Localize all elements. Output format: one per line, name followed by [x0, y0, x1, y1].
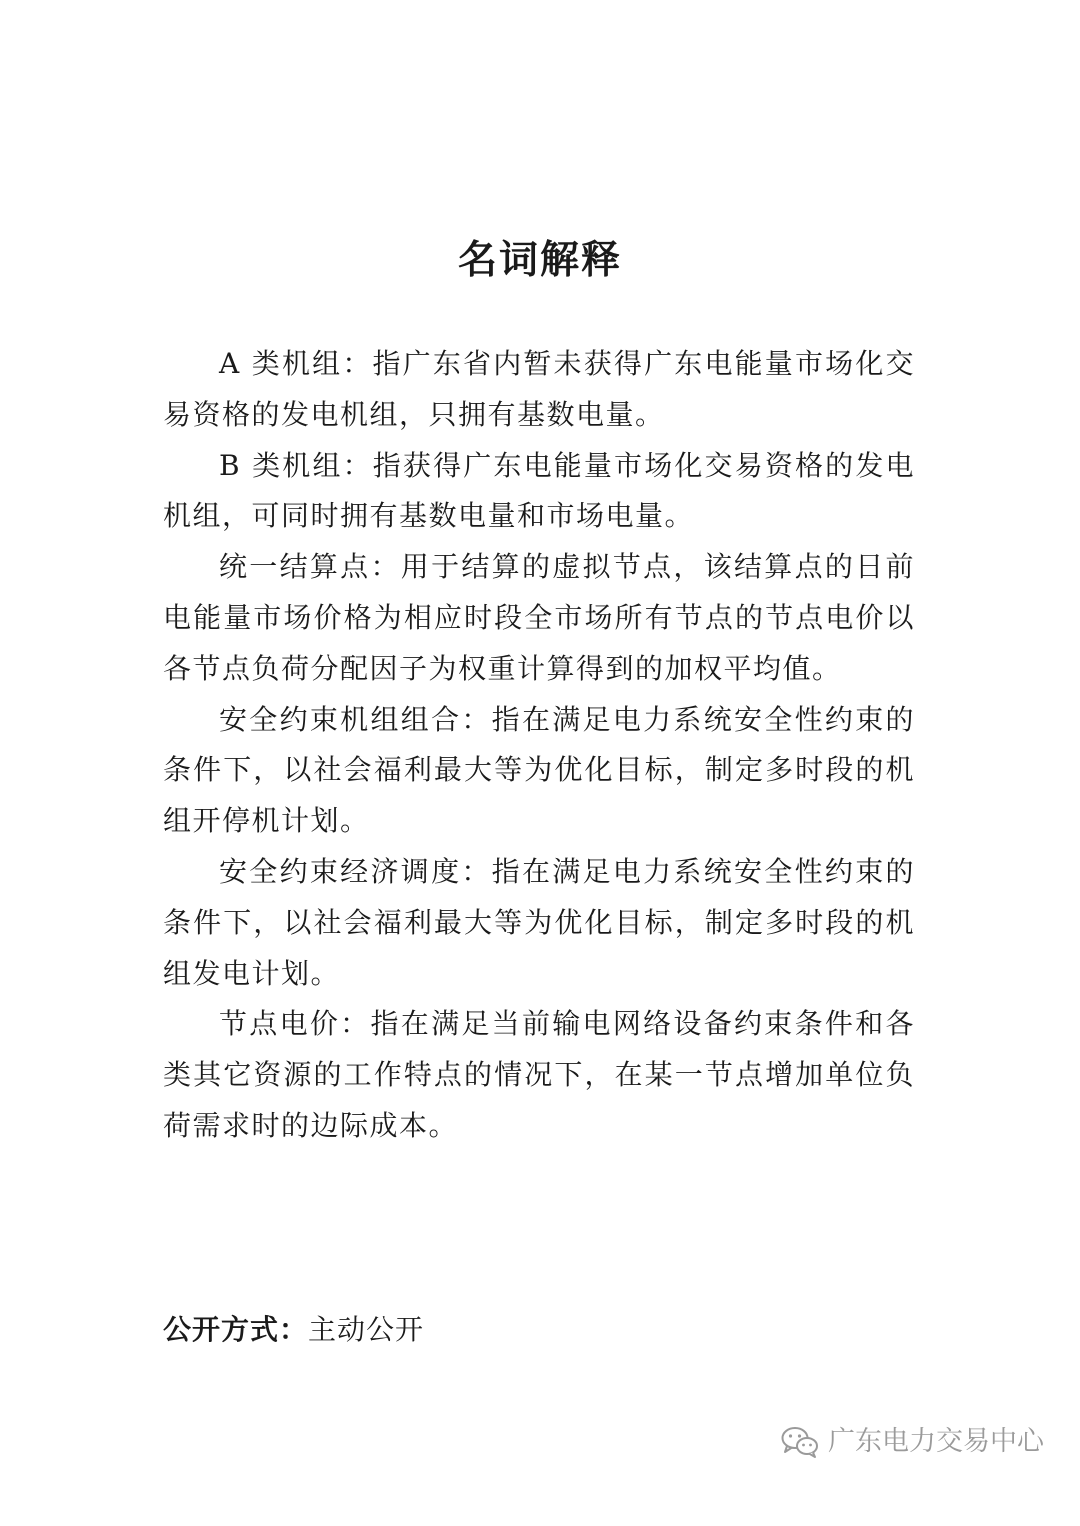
page-title: 名词解释 — [457, 237, 622, 283]
definition-sced: 安全约束经济调度：指在满足电力系统安全性约束的条件下，以社会福利最大等为优化目标，制定多时段的机组发电计划。 — [163, 854, 915, 990]
definition-nodal-price: 节点电价：指在满足当前输电网络设备约束条件和各类其它资源的工作特点的情况下，在某一节点增加单位负荷需求时的边际成本。 — [163, 1007, 915, 1142]
wechat-icon — [780, 1425, 820, 1459]
disclosure-value: 主动公开 — [308, 1313, 425, 1346]
disclosure-label: 公开方式： — [163, 1313, 309, 1346]
definition-b-class-unit: B 类机组：指获得广东电能量市场化交易资格的发电机组，可同时拥有基数电量和市场电量。 — [163, 448, 915, 533]
definition-scuc: 安全约束机组组合：指在满足电力系统安全性约束的条件下，以社会福利最大等为优化目标，制定多时段的机组开停机计划。 — [163, 702, 915, 838]
definition-a-class-unit: A 类机组：指广东省内暂未获得广东电能量市场化交易资格的发电机组，只拥有基数电量。 — [163, 347, 915, 431]
disclosure-line — [163, 1308, 424, 1352]
definition-unified-settlement-point: 统一结算点：用于结算的虚拟节点，该结算点的日前电能量市场价格为相应时段全市场所有节点的节点电价以各节点负荷分配因子为权重计算得到的加权平均值。 — [163, 550, 915, 685]
watermark — [780, 1424, 1044, 1460]
definitions-list — [163, 339, 915, 1152]
watermark-text: 广东电力交易中心 — [828, 1426, 1044, 1457]
